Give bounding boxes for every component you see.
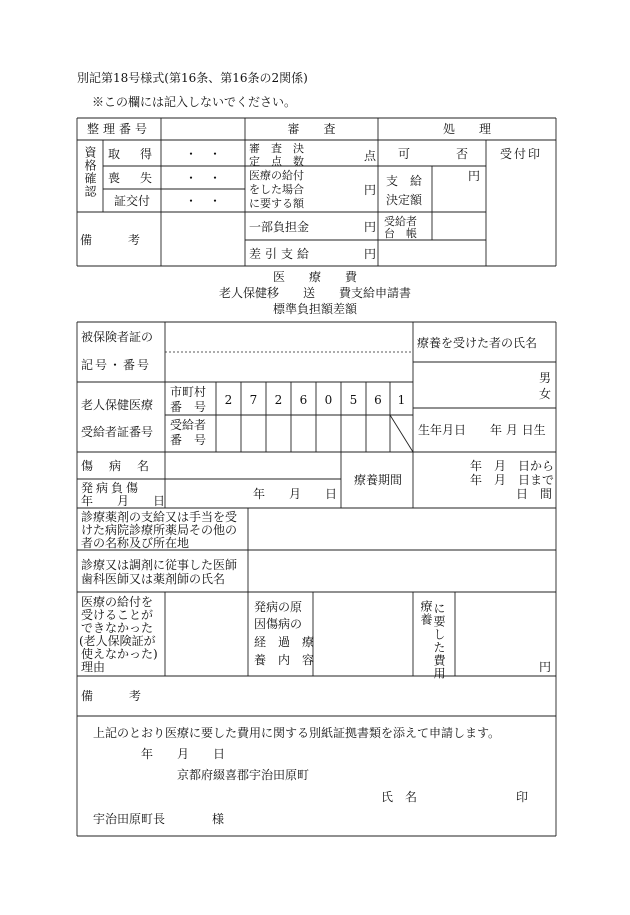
pay-decision-yen: 円 xyxy=(468,169,481,183)
applicant-name-label: 氏 名 xyxy=(381,790,418,804)
title-line-3: 標準負担額差額 xyxy=(272,302,357,316)
net-pay-label: 差引支給 xyxy=(249,247,314,261)
office-use-note: ※この欄には記入しないでください。 xyxy=(92,95,297,109)
doctor-field[interactable] xyxy=(249,551,555,591)
title-line-1: 医 療 費 xyxy=(272,270,357,284)
reason-field[interactable] xyxy=(166,593,247,675)
cost-label xyxy=(419,598,448,680)
net-pay-yen: 円 xyxy=(364,247,377,261)
remarks-office-label: 備 考 xyxy=(80,233,145,247)
recipient-no-label-1: 受給者 xyxy=(170,418,207,432)
benefit-label-1: 医療の給付 xyxy=(249,169,304,182)
insured-symbol-field[interactable] xyxy=(166,323,412,351)
cause-label-2: 因傷病の xyxy=(254,617,303,631)
onset-label-2: 年 月 日 xyxy=(81,494,166,508)
reason-label-5: 使えなかった) xyxy=(81,647,158,661)
cost-label-full: に要した費用 xyxy=(432,602,446,680)
mayor-addressee: 宇治田原町長 xyxy=(93,812,166,826)
period-to[interactable]: 年 月 日まで xyxy=(470,473,555,487)
pay-decision-label-2: 決定額 xyxy=(386,193,423,207)
municipality-label-2: 番 号 xyxy=(170,400,207,414)
municipality-digit: 5 xyxy=(349,393,358,407)
pharmacy-field[interactable] xyxy=(249,509,555,549)
honorific-sama: 様 xyxy=(212,812,225,826)
cost-yen: 円 xyxy=(539,660,552,674)
elderly-cert-label-2: 受給者証番号 xyxy=(81,425,154,439)
insured-card-label-2: 記号・番号 xyxy=(81,358,152,372)
applicant-address: 京都府綴喜郡宇治田原町 xyxy=(177,768,310,782)
municipality-digit: 2 xyxy=(274,393,283,407)
insured-card-label-1: 被保険者証の xyxy=(81,330,154,344)
cost-field[interactable] xyxy=(456,593,536,675)
municipality-digit: 7 xyxy=(249,393,258,407)
birthdate-label: 生年月日 xyxy=(418,423,467,437)
remarks-label: 備 考 xyxy=(81,689,146,703)
cause-field[interactable] xyxy=(314,593,412,675)
recipient-no-field[interactable] xyxy=(217,416,389,451)
loss-label: 喪 失 xyxy=(107,171,156,185)
mgmt-no-field[interactable] xyxy=(162,120,244,140)
sex-male[interactable]: 男 xyxy=(539,371,552,385)
reason-label-1: 医療の給付を xyxy=(81,595,154,609)
copay-label: 一部負担金 xyxy=(249,220,310,234)
cause-label-3: 経 過 療 xyxy=(254,635,315,649)
remarks-field[interactable] xyxy=(166,677,555,715)
pharmacy-label-3: 者の名称及び所在地 xyxy=(81,536,190,550)
point-unit: 点 xyxy=(364,149,377,163)
reason-label-6: 理由 xyxy=(81,660,106,674)
reason-label-2: 受けることが xyxy=(81,608,154,622)
patient-name-label: 療養を受けた者の氏名 xyxy=(417,336,538,350)
deny-label: 否 xyxy=(456,147,469,161)
title-line-2: 老人保健移 送 費支給申請書 xyxy=(218,286,411,300)
doctor-label-2: 歯科医師又は薬剤師の氏名 xyxy=(81,572,226,586)
municipality-digit: 1 xyxy=(397,393,406,407)
recipient-no-label-2: 番 号 xyxy=(170,433,207,447)
approve-label: 可 xyxy=(398,147,411,161)
insured-number-field[interactable] xyxy=(166,353,412,381)
seal-mark: 印 xyxy=(516,790,529,804)
onset-date-field[interactable]: 年 月 日 xyxy=(253,487,338,501)
disposition-label: 処 理 xyxy=(442,122,491,136)
cause-label-1: 発病の原 xyxy=(254,600,303,614)
benefit-yen: 円 xyxy=(364,183,377,197)
acquire-date[interactable]: ・ ・ xyxy=(184,147,221,161)
birthdate-field[interactable]: 年 月 日生 xyxy=(490,423,546,437)
receipt-stamp-label: 受付印 xyxy=(499,147,542,161)
declaration-statement: 上記のとおり医療に要した費用に関する別紙証拠書類を添えて申請します。 xyxy=(93,726,501,740)
benefit-label-2: をした場合 xyxy=(249,183,304,196)
onset-label-1: 発病負傷 xyxy=(81,481,142,495)
form-reference: 別記第18号様式(第16条、第16条の2関係) xyxy=(77,71,308,85)
decision-label-1: 審 査 決 xyxy=(249,142,304,155)
application-date[interactable]: 年 月 日 xyxy=(141,747,226,761)
qualification-label: 資格確認 xyxy=(83,146,97,198)
ledger-label-1: 受給者 xyxy=(384,215,417,228)
cost-label-col1: 療養 xyxy=(419,600,433,626)
sex-female[interactable]: 女 xyxy=(539,387,552,401)
doctor-label-1: 診療又は調剤に従事した医師 xyxy=(81,558,238,572)
reason-label-3: できなかった xyxy=(81,621,154,635)
pharmacy-label-2: けた病院診療所薬局その他の xyxy=(81,523,238,537)
injury-name-field[interactable] xyxy=(166,453,340,478)
benefit-label-3: に要する額 xyxy=(249,197,304,210)
ledger-label-2: 台 帳 xyxy=(384,227,417,240)
pay-decision-label-1: 支 給 xyxy=(386,174,423,188)
municipality-digit: 2 xyxy=(224,393,233,407)
injury-name-label: 傷 病 名 xyxy=(81,459,152,473)
municipality-digit: 6 xyxy=(374,393,382,407)
patient-name-field[interactable] xyxy=(414,363,534,407)
municipality-digit: 6 xyxy=(299,393,308,407)
copay-yen: 円 xyxy=(364,220,377,234)
period-days[interactable]: 日 間 xyxy=(516,487,553,501)
acquire-label: 取 得 xyxy=(107,147,156,161)
review-label: 審 査 xyxy=(287,122,336,136)
loss-date[interactable]: ・ ・ xyxy=(184,171,221,185)
reason-label-4: (老人保険証が xyxy=(79,634,156,648)
cause-label-4: 養 内 容 xyxy=(254,653,315,667)
issue-date[interactable]: ・ ・ xyxy=(184,194,221,208)
municipality-label-1: 市町村 xyxy=(170,385,207,399)
elderly-cert-label-1: 老人保健医療 xyxy=(81,398,154,412)
period-from[interactable]: 年 月 日から xyxy=(470,459,555,473)
mgmt-no-label: 整理番号 xyxy=(86,122,151,136)
pharmacy-label-1: 診療薬剤の支給又は手当を受 xyxy=(81,510,238,524)
municipality-digit: 0 xyxy=(324,393,333,407)
issue-label: 証交付 xyxy=(113,194,150,208)
decision-label-2: 定 点 数 xyxy=(249,155,304,168)
treatment-period-label: 療養期間 xyxy=(354,473,403,487)
applicant-name-field[interactable] xyxy=(430,787,510,805)
